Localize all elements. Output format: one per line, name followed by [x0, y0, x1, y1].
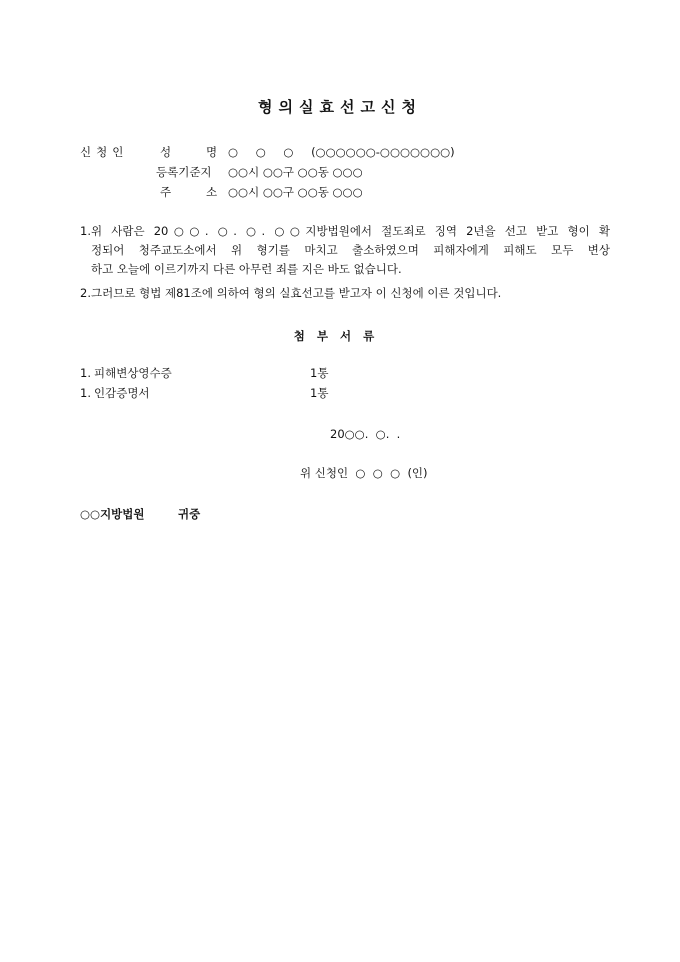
address-value: ○○시 ○○구 ○○동 ○○○ [228, 185, 363, 199]
paragraph-2 [80, 284, 610, 303]
paragraph-line: 위 사람은 20○○. ○. ○. ○○지방법원에서 절도죄로 징역 2년을 선고 받고 형이 확 [91, 224, 610, 238]
paragraph-1 [80, 222, 610, 279]
name-label-second: 명 [206, 145, 218, 159]
attachment-number: 1. [80, 386, 91, 400]
paragraph-line: 정되어 청주교도소에서 위 형기를 마치고 출소하였으며 피해자에게 피해도 모두 변상 [91, 243, 610, 257]
paragraph-number: 1. [80, 224, 91, 238]
attachment-quantity: 1통 [310, 386, 329, 400]
applicant-name-value: ○ ○ ○ (○○○○○○-○○○○○○○) [228, 145, 455, 159]
name-label-first: 성 [160, 145, 172, 159]
paragraph-line: 하고 오늘에 이르기까지 다른 아무런 죄를 지은 바도 없습니다. [91, 262, 402, 276]
attachment-name: 피해변상영수증 [94, 366, 172, 380]
paragraph-line: 그러므로 형법 제81조에 의하여 형의 실효선고를 받고자 이 신청에 이른 것입니다. [91, 286, 502, 300]
registration-label: 등록기준지 [156, 165, 212, 179]
document-title: 형의실효선고신청 [258, 98, 422, 116]
attachment-number: 1. [80, 366, 91, 380]
registration-value: ○○시 ○○구 ○○동 ○○○ [228, 165, 363, 179]
address-label-first: 주 [160, 185, 172, 199]
address-label-second: 소 [206, 185, 218, 199]
attachments-title: 첨부서류 [293, 329, 387, 343]
attachment-quantity: 1통 [310, 366, 329, 380]
court-suffix: 귀중 [178, 507, 201, 521]
attachment-name: 인감증명서 [94, 386, 150, 400]
applicant-section-label: 신청인 [80, 145, 129, 159]
document-date: 20○○. ○. . [330, 427, 401, 441]
court-name: ○○지방법원 [80, 507, 145, 521]
paragraph-number: 2. [80, 286, 91, 300]
applicant-signature: 위 신청인 ○ ○ ○ (인) [300, 466, 428, 480]
